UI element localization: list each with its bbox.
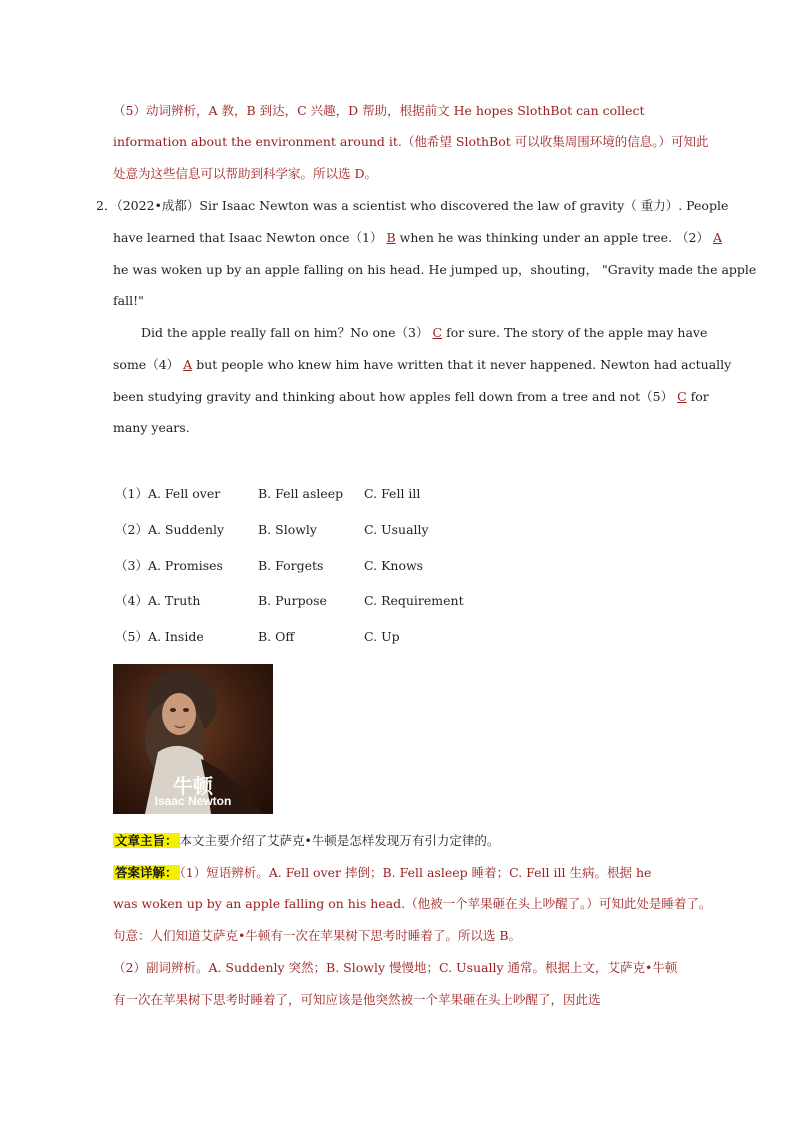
question-2-line-4: fall!"	[113, 293, 144, 308]
passage-text: some（4）	[113, 357, 180, 372]
passage-text: when he was thinking under an apple tree. （2）	[399, 230, 709, 245]
option-2-c: C. Usually	[364, 522, 429, 537]
detail-line-3: 句意：人们知道艾萨克•牛顿有一次在苹果树下思考时睡着了。所以选 B。	[113, 928, 522, 943]
question-number: 2．	[96, 198, 117, 213]
passage-text: been studying gravity and thinking about how apples fell down from a tree and not（5）	[113, 389, 674, 404]
main-idea-label: 文章主旨：	[115, 833, 178, 848]
passage-text: for	[690, 389, 709, 404]
answer-5-line-2: information about the environment around it.（他希望 SlothBot 可以收集周围环境的信息。）可知此	[113, 134, 709, 149]
detail-line-4: （2）副词辨析。A. Suddenly 突然；B. Slowly 慢慢地；C. Usually 通常。根据上文，艾萨克•牛顿	[113, 960, 678, 975]
passage-text: but people who knew him have written that it never happened. Newton had actually	[196, 357, 732, 372]
detail-line-5: 有一次在苹果树下思考时睡着了，可知应该是他突然被一个苹果砸在头上吵醒了，因此选	[113, 992, 601, 1007]
option-3-c: C. Knows	[364, 558, 424, 573]
answer-detail-label: 答案详解：	[115, 865, 178, 880]
option-5-c: C. Up	[364, 629, 400, 644]
question-2-line-7	[113, 387, 709, 407]
option-1-a: （1）A. Fell over	[115, 486, 221, 501]
question-2-line-8: many years.	[113, 420, 190, 435]
question-2-line-5	[141, 323, 731, 343]
main-idea-line	[113, 831, 703, 851]
option-4-c: C. Requirement	[364, 593, 464, 608]
passage-text: for sure. The story of the apple may have	[446, 325, 708, 340]
passage-text: Did the apple really fall on him？No one（3）	[141, 325, 429, 340]
image-caption-en: Isaac Newton	[154, 794, 232, 808]
option-2-b: B. Slowly	[258, 522, 317, 537]
image-caption-cn: 牛顿	[173, 774, 213, 798]
question-2-line-6	[113, 355, 732, 375]
detail-line-2: was woken up by an apple falling on his head.（他被一个苹果砸在头上吵醒了。）可知此处是睡着了。	[113, 896, 712, 911]
passage-text: have learned that Isaac Newton once（1）	[113, 230, 383, 245]
option-4-b: B. Purpose	[258, 593, 327, 608]
blank-2-answer: A	[712, 230, 722, 245]
option-2-a: （2）A. Suddenly	[115, 522, 225, 537]
question-source: （2022•成都）	[116, 198, 200, 213]
option-3-b: B. Forgets	[258, 558, 324, 573]
answer-5-line-3: 处意为这些信息可以帮助到科学家。所以选 D。	[113, 166, 377, 181]
detail-line-1	[113, 863, 703, 883]
question-2-line-3: he was woken up by an apple falling on his head. He jumped up，shouting， "Gravity made the apple	[113, 262, 757, 277]
answer-5-line-1: （5）动词辨析，A 教，B 到达，C 兴趣，D 帮助，根据前文 He hopes SlothBot can collect	[113, 103, 645, 118]
option-1-b: B. Fell asleep	[258, 486, 344, 501]
blank-3-answer: C	[432, 325, 443, 340]
option-5-a: （5）A. Inside	[115, 629, 204, 644]
blank-4-answer: A	[183, 357, 193, 372]
main-idea-text: 本文主要介绍了艾萨克•牛顿是怎样发现万有引力定律的。	[179, 833, 500, 848]
blank-1-answer: B	[386, 230, 396, 245]
newton-portrait-image	[113, 664, 273, 814]
passage-text: Sir Isaac Newton was a scientist who discovered the law of gravity（ 重力）. People	[199, 198, 729, 213]
question-2-line-2	[113, 228, 722, 248]
option-1-c: C. Fell ill	[364, 486, 421, 501]
question-2-line-1	[96, 196, 729, 216]
blank-5-answer: C	[677, 389, 687, 404]
option-5-b: B. Off	[258, 629, 295, 644]
detail-text: （1）短语辨析。A. Fell over 摔倒；B. Fell asleep 睡着；C. Fell ill 生病。根据 he	[179, 865, 652, 880]
option-4-a: （4）A. Truth	[115, 593, 201, 608]
option-3-a: （3）A. Promises	[115, 558, 223, 573]
